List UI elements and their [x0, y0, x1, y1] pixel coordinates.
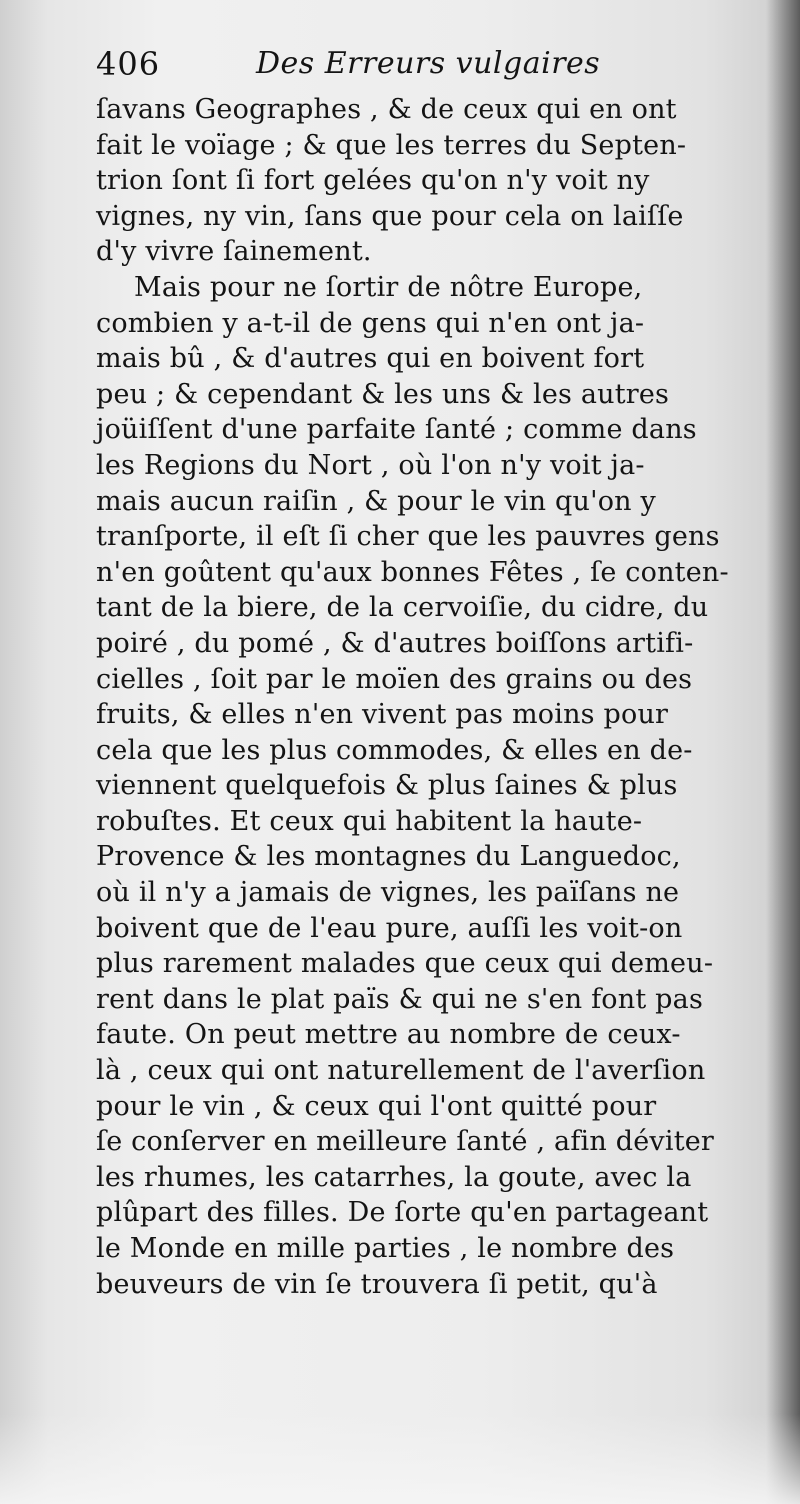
text-line: cela que les plus commodes, & elles en de- [96, 734, 693, 766]
text-line: vignes, ny vin, ſans que pour cela on laiſſe [96, 200, 684, 232]
text-line: ſavans Geographes , & de ceux qui en ont [96, 94, 677, 125]
bottom-margin [0, 1414, 800, 1504]
text-line: boivent que de l'eau pure, auſſi les voit-on [96, 912, 683, 944]
text-line: là , ceux qui ont naturellement de l'averſion [96, 1055, 706, 1087]
text-line: joüiſſent d'une parfaite ſanté ; comme dans [96, 414, 697, 446]
page-header [96, 44, 736, 92]
body-text [96, 92, 736, 1302]
text-line: mais aucun raiſin , & pour le vin qu'on y [96, 485, 657, 517]
text-line: tant de la biere, de la cervoiſie, du cidre, du [96, 592, 709, 624]
text-line: pour le vin , & ceux qui l'ont quitté pour [96, 1090, 657, 1122]
book-page [96, 44, 736, 1302]
text-line: poiré , du pomé , & d'autres boiſſons artifi- [96, 627, 694, 659]
running-head: Des Erreurs vulgaires [256, 46, 601, 81]
text-line: peu ; & cependant & les uns & les autres [96, 378, 670, 410]
text-line: ſe conſerver en meilleure ſanté , afin déviter [96, 1126, 715, 1158]
text-line: n'en goûtent qu'aux bonnes Fêtes , ſe conten- [96, 556, 729, 588]
text-line: rent dans le plat païs & qui ne s'en font pas [96, 983, 704, 1015]
text-line: fait le voïage ; & que les terres du Septen- [96, 129, 687, 161]
text-line: cielles , ſoit par le moïen des grains ou des [96, 663, 693, 695]
text-line: viennent quelquefois & plus ſaines & plus [96, 770, 678, 802]
text-line: fruits, & elles n'en vivent pas moins pour [96, 699, 669, 731]
text-line: plus rarement malades que ceux qui demeu- [96, 948, 714, 980]
text-line: le Monde en mille parties , le nombre des [96, 1233, 675, 1264]
paragraph-start-line: Mais pour ne ſortir de nôtre Europe, [134, 271, 643, 303]
text-line: trion ſont ſi fort gelées qu'on n'y voit ny [96, 165, 650, 197]
text-line: plûpart des filles. De ſorte qu'en partageant [96, 1197, 709, 1229]
text-line: combien y a-t-il de gens qui n'en ont ja- [96, 307, 645, 339]
text-line: les rhumes, les catarrhes, la goute, avec la [96, 1161, 692, 1193]
text-line: les Regions du Nort , où l'on n'y voit ja- [96, 449, 645, 481]
text-line: d'y vivre ſainement. [96, 236, 372, 268]
page-edge-shadow [766, 0, 800, 1504]
text-line: tranſporte, il eſt ſi cher que les pauvres gens [96, 521, 720, 553]
text-line: faute. On peut mettre au nombre de ceux- [96, 1019, 681, 1051]
text-line: beuveurs de vin ſe trouvera ſi petit, qu'à [96, 1268, 658, 1300]
text-line: mais bû , & d'autres qui en boivent fort [96, 343, 645, 375]
text-line: Provence & les montagnes du Languedoc, [96, 841, 681, 873]
page-number: 406 [96, 45, 161, 83]
text-line: où il n'y a jamais de vignes, les païſans ne [96, 877, 680, 909]
text-line: robuſtes. Et ceux qui habitent la haute- [96, 805, 643, 837]
